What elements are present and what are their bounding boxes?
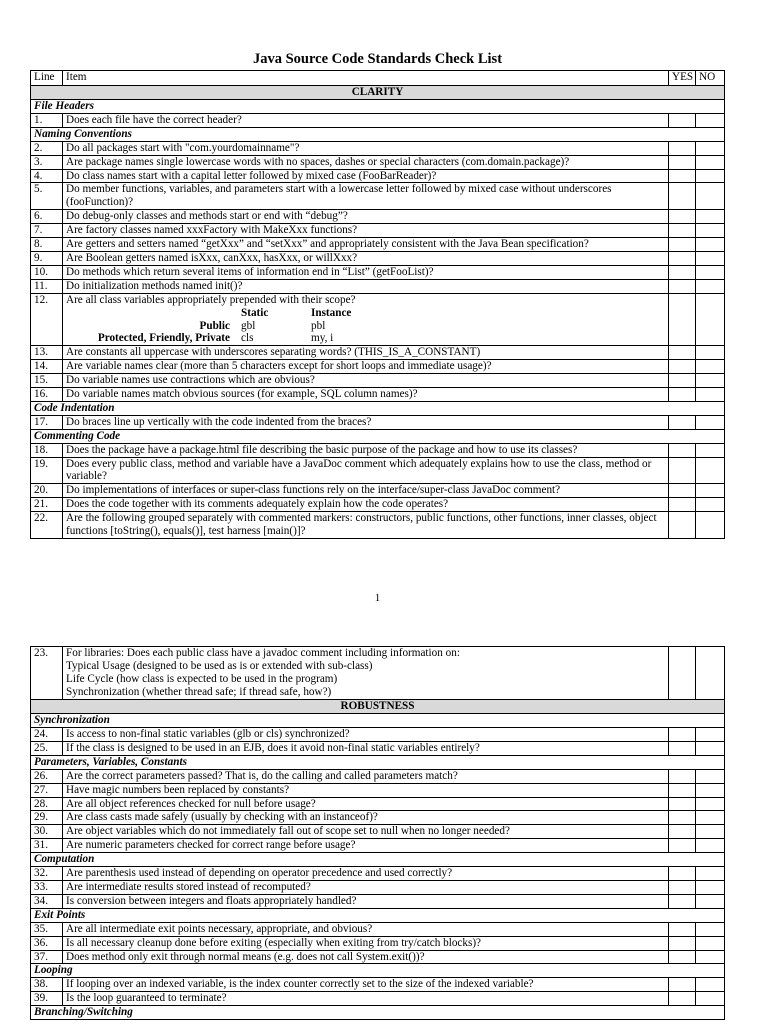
no-checkbox-cell[interactable] bbox=[696, 484, 725, 498]
checklist-item-row bbox=[31, 113, 725, 127]
section-banner: ROBUSTNESS bbox=[31, 699, 725, 714]
item-question: Are the following grouped separately with commented markers: constructors, public functions, other functions, inner classes, object functions [toString(), equals()], test harness [main()]? bbox=[63, 512, 669, 539]
item-number: 2. bbox=[31, 141, 63, 155]
checklist-item-row bbox=[31, 169, 725, 183]
checklist-table-page-1 bbox=[30, 70, 725, 539]
item-number: 20. bbox=[31, 484, 63, 498]
item-question: Are class casts made safely (usually by checking with an instanceof)? bbox=[63, 811, 669, 825]
item-question: Is conversion between integers and floats appropriately handled? bbox=[63, 894, 669, 908]
item-number: 31. bbox=[31, 839, 63, 853]
checklist-item-row bbox=[31, 881, 725, 895]
checklist-item-row bbox=[31, 360, 725, 374]
item-question: Do implementations of interfaces or super-class functions rely on the interface/super-class JavaDoc comment? bbox=[63, 484, 669, 498]
yes-checkbox-cell[interactable] bbox=[669, 155, 696, 169]
item-number: 22. bbox=[31, 512, 63, 539]
document-title: Java Source Code Standards Check List bbox=[252, 51, 503, 67]
item-question: Is the loop guaranteed to terminate? bbox=[63, 992, 669, 1006]
yes-checkbox-cell[interactable] bbox=[669, 360, 696, 374]
item-number: 28. bbox=[31, 797, 63, 811]
no-checkbox-cell[interactable] bbox=[696, 881, 725, 895]
no-checkbox-cell[interactable] bbox=[696, 360, 725, 374]
item-number: 4. bbox=[31, 169, 63, 183]
yes-checkbox-cell[interactable] bbox=[669, 210, 696, 224]
checklist-item-row bbox=[31, 978, 725, 992]
yes-checkbox-cell[interactable] bbox=[669, 224, 696, 238]
yes-checkbox-cell[interactable] bbox=[669, 922, 696, 936]
item-question: Do class names start with a capital letter followed by mixed case (FooBarReader)? bbox=[63, 169, 669, 183]
yes-checkbox-cell[interactable] bbox=[669, 141, 696, 155]
item-number: 34. bbox=[31, 894, 63, 908]
yes-checkbox-cell[interactable] bbox=[669, 113, 696, 127]
item-number: 38. bbox=[31, 978, 63, 992]
item-question-text: Are all class variables appropriately prepended with their scope? bbox=[66, 293, 356, 306]
no-checkbox-cell[interactable] bbox=[696, 265, 725, 279]
no-checkbox-cell[interactable] bbox=[696, 512, 725, 539]
no-checkbox-cell[interactable] bbox=[696, 293, 725, 346]
section-banner: CLARITY bbox=[31, 85, 725, 100]
item-question: Are all intermediate exit points necessary, appropriate, and obvious? bbox=[63, 922, 669, 936]
scope-instance-prefix: pbl bbox=[311, 319, 326, 332]
column-header-row bbox=[31, 71, 725, 86]
item-number: 7. bbox=[31, 224, 63, 238]
checklist-item-row bbox=[31, 346, 725, 360]
checklist-item-row bbox=[31, 251, 725, 265]
no-checkbox-cell[interactable] bbox=[696, 936, 725, 950]
item-number: 10. bbox=[31, 265, 63, 279]
column-header-yes: YES bbox=[669, 71, 696, 86]
no-checkbox-cell[interactable] bbox=[696, 251, 725, 265]
item-number: 35. bbox=[31, 922, 63, 936]
subsection-heading: Naming Conventions bbox=[31, 127, 725, 141]
no-checkbox-cell[interactable] bbox=[696, 388, 725, 402]
no-checkbox-cell[interactable] bbox=[696, 457, 725, 484]
no-checkbox-cell[interactable] bbox=[696, 279, 725, 293]
no-checkbox-cell[interactable] bbox=[696, 783, 725, 797]
item-question: Do variable names use contractions which are obvious? bbox=[63, 374, 669, 388]
scope-row bbox=[66, 332, 665, 345]
scope-blank bbox=[66, 307, 238, 320]
page-number: 1 bbox=[374, 592, 381, 604]
no-checkbox-cell[interactable] bbox=[696, 238, 725, 252]
item-question: Do all packages start with "com.yourdomainname"? bbox=[63, 141, 669, 155]
item-number: 29. bbox=[31, 811, 63, 825]
yes-checkbox-cell[interactable] bbox=[669, 388, 696, 402]
column-header-line: Line bbox=[31, 71, 63, 86]
scope-static-prefix: cls bbox=[241, 332, 254, 345]
item-question: Do methods which return several items of information end in “List” (getFooList)? bbox=[63, 265, 669, 279]
item-number: 21. bbox=[31, 498, 63, 512]
no-checkbox-cell[interactable] bbox=[696, 224, 725, 238]
item-question: Do variable names match obvious sources (for example, SQL column names)? bbox=[63, 388, 669, 402]
checklist-item-row bbox=[31, 210, 725, 224]
section-banner-row bbox=[31, 699, 725, 714]
no-checkbox-cell[interactable] bbox=[696, 346, 725, 360]
no-checkbox-cell[interactable] bbox=[696, 978, 725, 992]
item-number: 5. bbox=[31, 183, 63, 210]
item-number: 8. bbox=[31, 238, 63, 252]
subsection-row bbox=[31, 127, 725, 141]
yes-checkbox-cell[interactable] bbox=[669, 346, 696, 360]
item-number: 33. bbox=[31, 881, 63, 895]
yes-checkbox-cell[interactable] bbox=[669, 992, 696, 1006]
checklist-item-row bbox=[31, 388, 725, 402]
checklist-item-row bbox=[31, 839, 725, 853]
yes-checkbox-cell[interactable] bbox=[669, 498, 696, 512]
scope-col-static: Static bbox=[241, 306, 269, 319]
item-number: 1. bbox=[31, 113, 63, 127]
checklist-item-row bbox=[31, 415, 725, 429]
item-question: Is all necessary cleanup done before exiting (especially when exiting from try/catch blocks)? bbox=[63, 936, 669, 950]
item-number: 19. bbox=[31, 457, 63, 484]
yes-checkbox-cell[interactable] bbox=[669, 797, 696, 811]
item-number: 13. bbox=[31, 346, 63, 360]
no-checkbox-cell[interactable] bbox=[696, 867, 725, 881]
item-question: Have magic numbers been replaced by constants? bbox=[63, 783, 669, 797]
subsection-heading: Synchronization bbox=[31, 714, 725, 728]
item-number: 3. bbox=[31, 155, 63, 169]
yes-checkbox-cell[interactable] bbox=[669, 825, 696, 839]
subsection-heading: Code Indentation bbox=[31, 401, 725, 415]
item-number: 39. bbox=[31, 992, 63, 1006]
scope-row-label: Public bbox=[199, 319, 230, 332]
item-number: 32. bbox=[31, 867, 63, 881]
yes-checkbox-cell[interactable] bbox=[669, 728, 696, 742]
item-question: Are the correct parameters passed? That is, do the calling and called parameters match? bbox=[63, 769, 669, 783]
yes-checkbox-cell[interactable] bbox=[669, 251, 696, 265]
checklist-item-row bbox=[31, 374, 725, 388]
checklist-page-2 bbox=[30, 646, 725, 1024]
item-question: Are parenthesis used instead of depending on operator precedence and used correctly? bbox=[63, 867, 669, 881]
yes-checkbox-cell[interactable] bbox=[669, 839, 696, 853]
checklist-item-row bbox=[31, 769, 725, 783]
no-checkbox-cell[interactable] bbox=[696, 797, 725, 811]
no-checkbox-cell[interactable] bbox=[696, 728, 725, 742]
checklist-item-row bbox=[31, 741, 725, 755]
checklist-table-page-2 bbox=[30, 646, 725, 1020]
item-question bbox=[63, 293, 669, 346]
item-question: Are all object references checked for null before usage? bbox=[63, 797, 669, 811]
no-checkbox-cell[interactable] bbox=[696, 498, 725, 512]
checklist-body-page-2 bbox=[31, 647, 725, 1020]
scope-static-prefix: gbl bbox=[241, 319, 256, 332]
item-question: If the class is designed to be used in an EJB, does it avoid non-final static variables entirely? bbox=[63, 741, 669, 755]
checklist-item-row bbox=[31, 811, 725, 825]
checklist-item-row bbox=[31, 293, 725, 346]
item-number: 12. bbox=[31, 293, 63, 346]
subsection-row bbox=[31, 1006, 725, 1020]
checklist-item-row bbox=[31, 825, 725, 839]
checklist-body-page-1 bbox=[31, 85, 725, 539]
section-banner-row bbox=[31, 85, 725, 100]
checklist-item-row bbox=[31, 265, 725, 279]
item-number: 16. bbox=[31, 388, 63, 402]
scope-col-instance: Instance bbox=[311, 306, 352, 319]
yes-checkbox-cell[interactable] bbox=[669, 867, 696, 881]
item-question-line: Synchronization (whether thread safe; if thread safe, how?) bbox=[66, 685, 332, 698]
item-number: 14. bbox=[31, 360, 63, 374]
subsection-heading: Parameters, Variables, Constants bbox=[31, 755, 725, 769]
yes-checkbox-cell[interactable] bbox=[669, 783, 696, 797]
no-checkbox-cell[interactable] bbox=[696, 113, 725, 127]
yes-checkbox-cell[interactable] bbox=[669, 512, 696, 539]
item-question: Are Boolean getters named isXxx, canXxx, hasXxx, or willXxx? bbox=[63, 251, 669, 265]
checklist-item-row bbox=[31, 728, 725, 742]
checklist-item-row bbox=[31, 783, 725, 797]
item-question: Do initialization methods named init()? bbox=[63, 279, 669, 293]
no-checkbox-cell[interactable] bbox=[696, 155, 725, 169]
no-checkbox-cell[interactable] bbox=[696, 922, 725, 936]
item-question bbox=[63, 647, 669, 700]
checklist-item-row bbox=[31, 484, 725, 498]
checklist-item-row bbox=[31, 797, 725, 811]
yes-checkbox-cell[interactable] bbox=[669, 457, 696, 484]
item-question: Do member functions, variables, and parameters start with a lowercase letter followed by mixed case without underscores (fooFunction)? bbox=[63, 183, 669, 210]
subsection-heading: Exit Points bbox=[31, 908, 725, 922]
item-question: Is access to non-final static variables (glb or cls) synchronized? bbox=[63, 728, 669, 742]
column-header-no: NO bbox=[696, 71, 725, 86]
subsection-heading: Commenting Code bbox=[31, 429, 725, 443]
no-checkbox-cell[interactable] bbox=[696, 443, 725, 457]
item-number: 6. bbox=[31, 210, 63, 224]
item-question: Are object variables which do not immediately fall out of scope set to null when no longer needed? bbox=[63, 825, 669, 839]
item-question: Does the code together with its comments adequately explain how the code operates? bbox=[63, 498, 669, 512]
yes-checkbox-cell[interactable] bbox=[669, 769, 696, 783]
item-question: Does the package have a package.html file describing the basic purpose of the package and how to use its classes? bbox=[63, 443, 669, 457]
item-question-line: Life Cycle (how class is expected to be used in the program) bbox=[66, 672, 338, 685]
yes-checkbox-cell[interactable] bbox=[669, 950, 696, 964]
item-number: 30. bbox=[31, 825, 63, 839]
item-question: Do debug-only classes and methods start or end with “debug”? bbox=[63, 210, 669, 224]
checklist-item-row bbox=[31, 512, 725, 539]
item-number: 37. bbox=[31, 950, 63, 964]
checklist-item-row bbox=[31, 443, 725, 457]
subsection-row bbox=[31, 755, 725, 769]
subsection-heading: File Headers bbox=[31, 100, 725, 114]
scope-header-row bbox=[66, 307, 665, 320]
subsection-heading: Branching/Switching bbox=[31, 1006, 725, 1020]
subsection-row bbox=[31, 908, 725, 922]
checklist-item-row bbox=[31, 992, 725, 1006]
subsection-heading: Computation bbox=[31, 853, 725, 867]
scope-row-label: Protected, Friendly, Private bbox=[97, 332, 230, 345]
yes-checkbox-cell[interactable] bbox=[669, 279, 696, 293]
item-question: Are factory classes named xxxFactory with MakeXxx functions? bbox=[63, 224, 669, 238]
checklist-item-row bbox=[31, 922, 725, 936]
checklist-item-row bbox=[31, 279, 725, 293]
no-checkbox-cell[interactable] bbox=[696, 415, 725, 429]
yes-checkbox-cell[interactable] bbox=[669, 415, 696, 429]
subsection-heading: Looping bbox=[31, 964, 725, 978]
checklist-item-row bbox=[31, 867, 725, 881]
subsection-row bbox=[31, 714, 725, 728]
subsection-row bbox=[31, 964, 725, 978]
item-question: Are numeric parameters checked for correct range before usage? bbox=[63, 839, 669, 853]
yes-checkbox-cell[interactable] bbox=[669, 484, 696, 498]
checklist-item-row bbox=[31, 950, 725, 964]
no-checkbox-cell[interactable] bbox=[696, 374, 725, 388]
item-question: Do braces line up vertically with the code indented from the braces? bbox=[63, 415, 669, 429]
yes-checkbox-cell[interactable] bbox=[669, 169, 696, 183]
item-question: Are variable names clear (more than 5 characters except for short loops and immediate usage)? bbox=[63, 360, 669, 374]
item-number: 26. bbox=[31, 769, 63, 783]
item-question: Are constants all uppercase with underscores separating words? (THIS_IS_A_CONSTANT) bbox=[63, 346, 669, 360]
no-checkbox-cell[interactable] bbox=[696, 811, 725, 825]
yes-checkbox-cell[interactable] bbox=[669, 741, 696, 755]
checklist-item-row bbox=[31, 183, 725, 210]
yes-checkbox-cell[interactable] bbox=[669, 894, 696, 908]
subsection-row bbox=[31, 401, 725, 415]
checklist-item-row bbox=[31, 457, 725, 484]
checklist-item-row bbox=[31, 936, 725, 950]
item-number: 9. bbox=[31, 251, 63, 265]
item-number: 11. bbox=[31, 279, 63, 293]
item-number: 24. bbox=[31, 728, 63, 742]
checklist-item-row bbox=[31, 155, 725, 169]
scope-row bbox=[66, 320, 665, 333]
checklist-item-row bbox=[31, 498, 725, 512]
yes-checkbox-cell[interactable] bbox=[669, 936, 696, 950]
item-question: Does each file have the correct header? bbox=[63, 113, 669, 127]
yes-checkbox-cell[interactable] bbox=[669, 443, 696, 457]
scope-instance-prefix: my, i bbox=[311, 332, 334, 345]
checklist-page-1 bbox=[30, 48, 725, 604]
item-number: 36. bbox=[31, 936, 63, 950]
no-checkbox-cell[interactable] bbox=[696, 210, 725, 224]
item-number: 15. bbox=[31, 374, 63, 388]
item-number: 25. bbox=[31, 741, 63, 755]
item-question: Does method only exit through normal means (e.g. does not call System.exit())? bbox=[63, 950, 669, 964]
no-checkbox-cell[interactable] bbox=[696, 141, 725, 155]
subsection-row bbox=[31, 853, 725, 867]
no-checkbox-cell[interactable] bbox=[696, 950, 725, 964]
no-checkbox-cell[interactable] bbox=[696, 839, 725, 853]
no-checkbox-cell[interactable] bbox=[696, 825, 725, 839]
checklist-item-row bbox=[31, 238, 725, 252]
yes-checkbox-cell[interactable] bbox=[669, 238, 696, 252]
checklist-item-row bbox=[31, 894, 725, 908]
item-question: Are package names single lowercase words with no spaces, dashes or special characters (com.domain.package)? bbox=[63, 155, 669, 169]
subsection-row bbox=[31, 100, 725, 114]
no-checkbox-cell[interactable] bbox=[696, 741, 725, 755]
no-checkbox-cell[interactable] bbox=[696, 992, 725, 1006]
no-checkbox-cell[interactable] bbox=[696, 169, 725, 183]
item-number: 27. bbox=[31, 783, 63, 797]
item-question-line: For libraries: Does each public class have a javadoc comment including information on: bbox=[66, 647, 460, 659]
no-checkbox-cell[interactable] bbox=[696, 769, 725, 783]
column-header-item: Item bbox=[63, 71, 669, 86]
item-number: 18. bbox=[31, 443, 63, 457]
item-question: Does every public class, method and variable have a JavaDoc comment which adequately explains how to use the class, method or variable? bbox=[63, 457, 669, 484]
checklist-item-row bbox=[31, 141, 725, 155]
yes-checkbox-cell[interactable] bbox=[669, 183, 696, 210]
no-checkbox-cell[interactable] bbox=[696, 647, 725, 700]
scope-prefix-table bbox=[66, 307, 665, 346]
yes-checkbox-cell[interactable] bbox=[669, 881, 696, 895]
yes-checkbox-cell[interactable] bbox=[669, 978, 696, 992]
checklist-item-row bbox=[31, 647, 725, 700]
yes-checkbox-cell[interactable] bbox=[669, 374, 696, 388]
item-question: If looping over an indexed variable, is the index counter correctly set to the size of the indexed variable? bbox=[63, 978, 669, 992]
item-number: 23. bbox=[31, 647, 63, 700]
yes-checkbox-cell[interactable] bbox=[669, 265, 696, 279]
no-checkbox-cell[interactable] bbox=[696, 183, 725, 210]
item-question: Are getters and setters named “getXxx” and “setXxx” and appropriately consistent with the Java Bean specification? bbox=[63, 238, 669, 252]
yes-checkbox-cell[interactable] bbox=[669, 647, 696, 700]
item-number: 17. bbox=[31, 415, 63, 429]
checklist-item-row bbox=[31, 224, 725, 238]
item-question-line: Typical Usage (designed to be used as is or extended with sub-class) bbox=[66, 659, 373, 672]
item-question: Are intermediate results stored instead of recomputed? bbox=[63, 881, 669, 895]
yes-checkbox-cell[interactable] bbox=[669, 293, 696, 346]
no-checkbox-cell[interactable] bbox=[696, 894, 725, 908]
yes-checkbox-cell[interactable] bbox=[669, 811, 696, 825]
subsection-row bbox=[31, 429, 725, 443]
